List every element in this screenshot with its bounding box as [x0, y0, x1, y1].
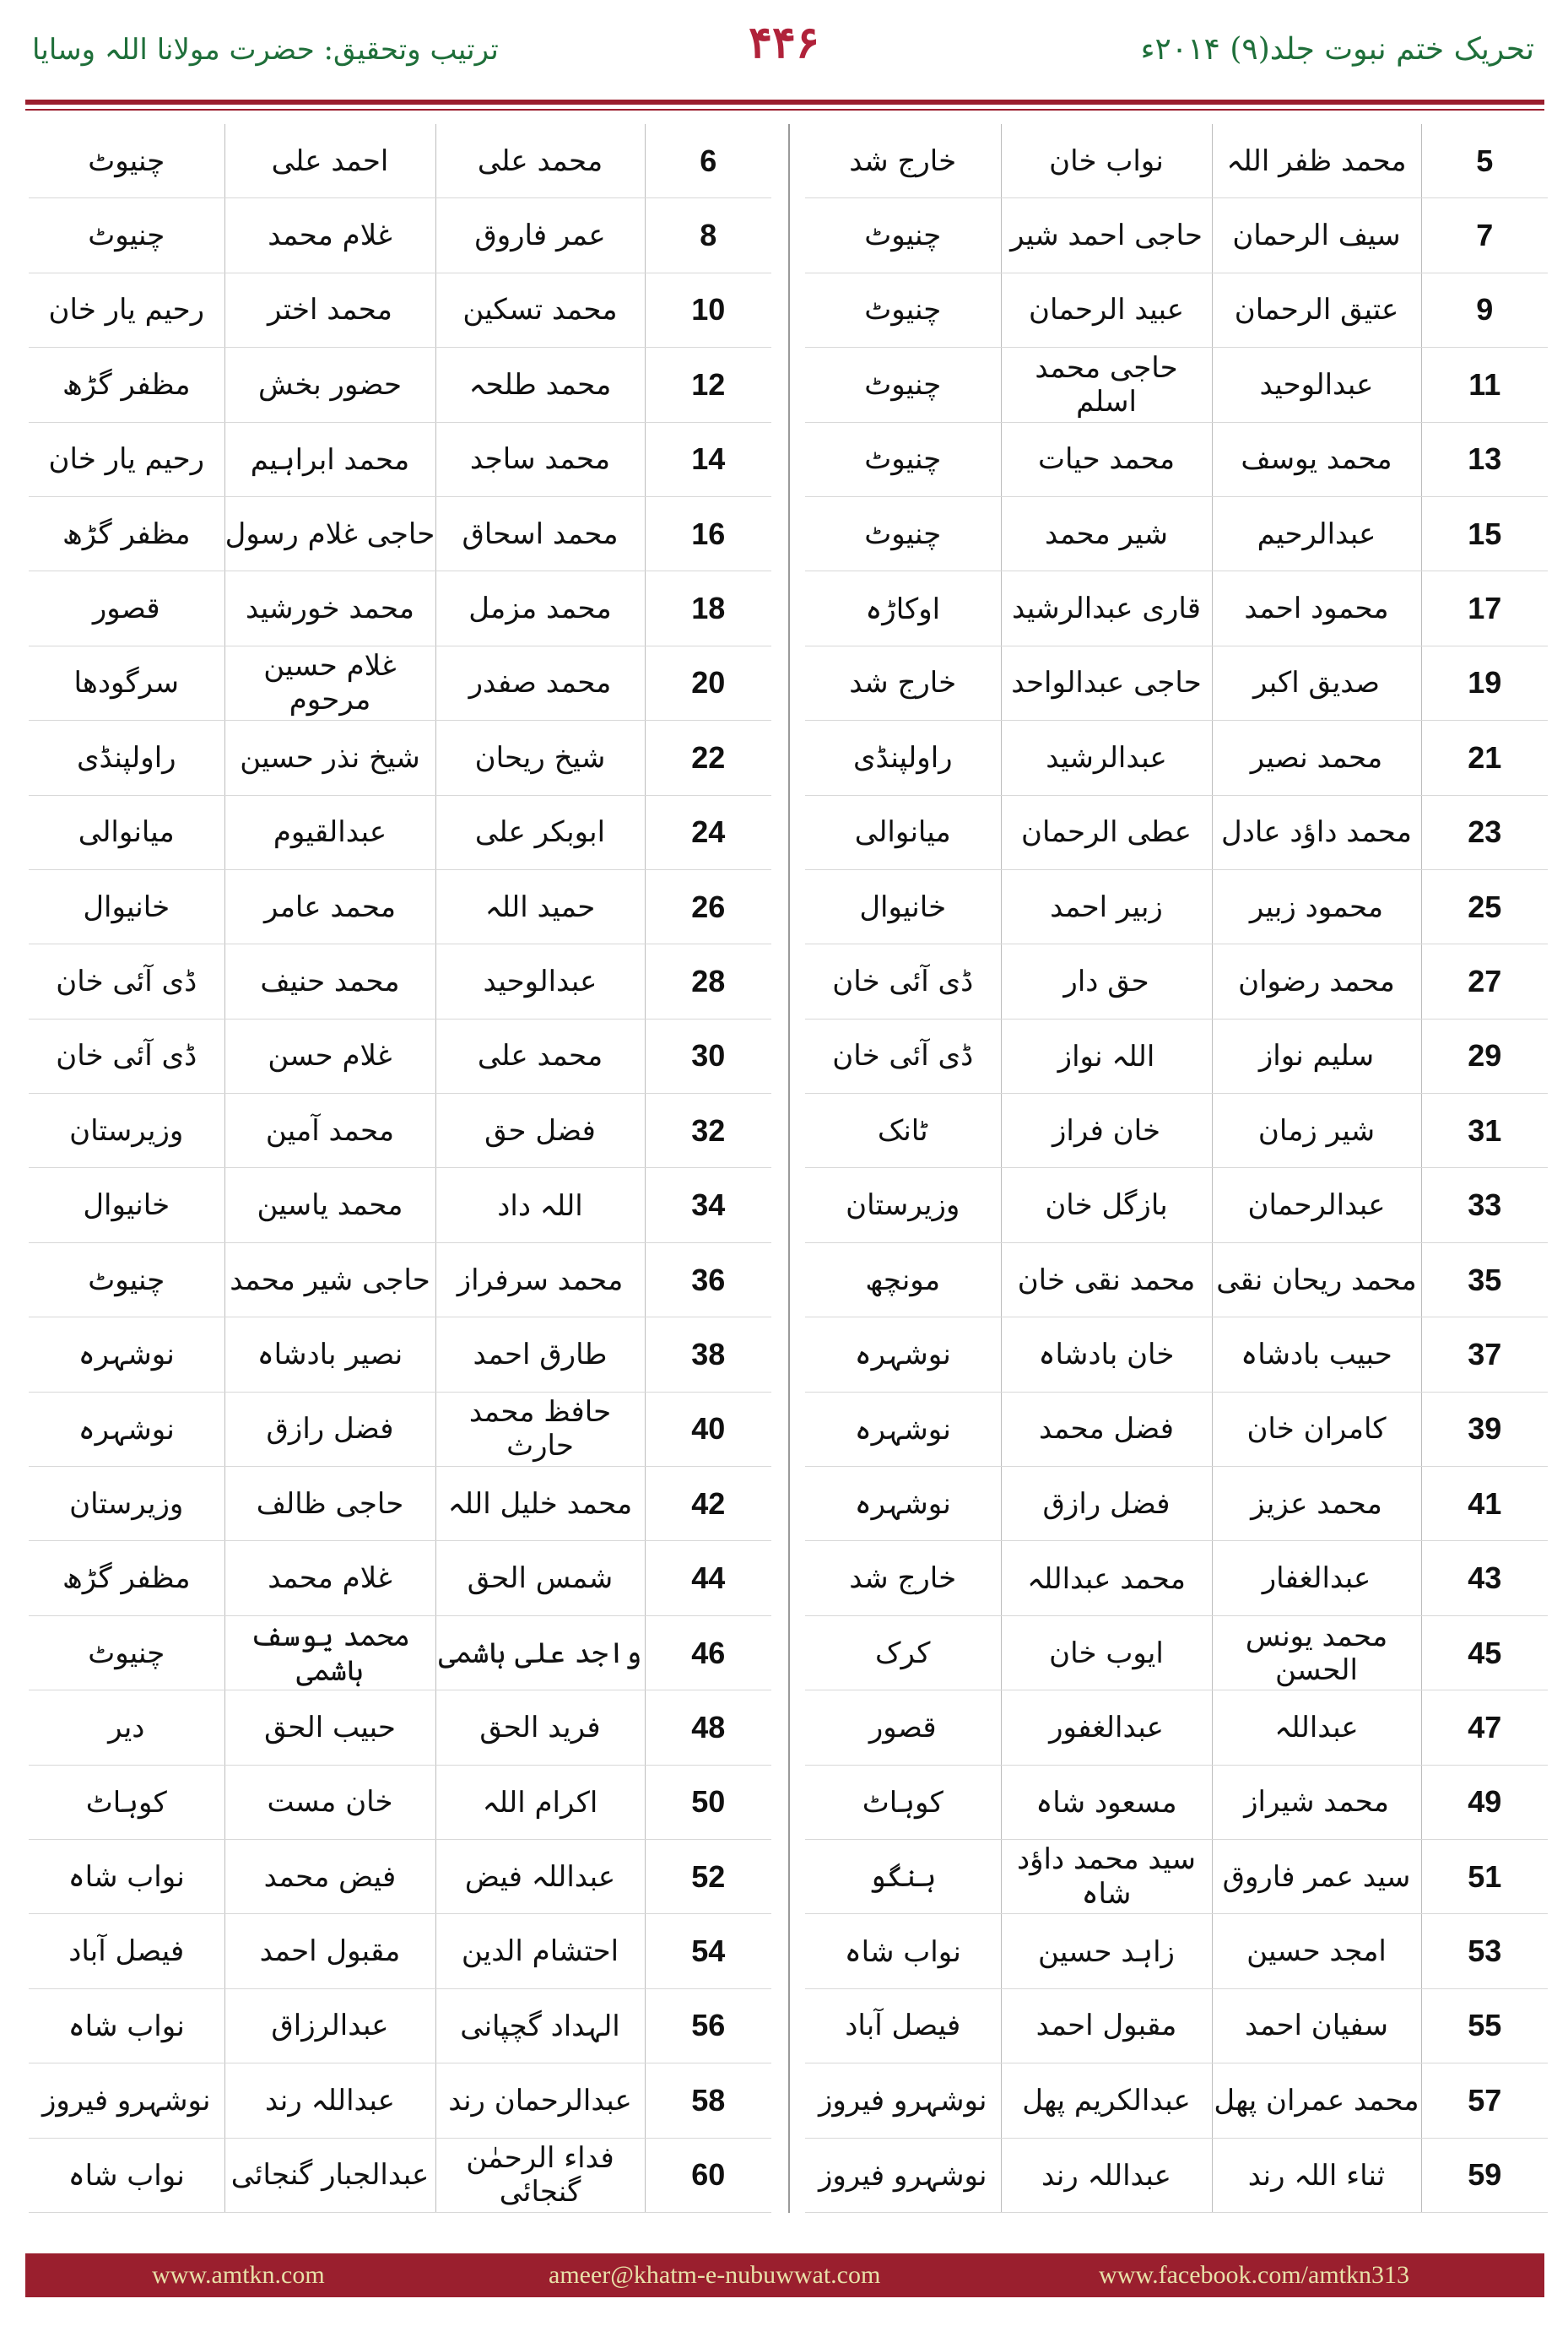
serial-number-cell: 16 — [645, 496, 771, 571]
father-name-cell: عبدالغفور — [1001, 1690, 1212, 1765]
name-cell: واجد علی ہاشمی — [435, 1615, 645, 1690]
table-row — [805, 1541, 1548, 1615]
table-row — [805, 1690, 1548, 1765]
place-cell: رحیم یار خان — [29, 273, 224, 347]
place-cell: نوشہرہ — [29, 1317, 224, 1392]
name-cell: محمد سرفراز — [435, 1242, 645, 1317]
serial-number-cell: 24 — [645, 795, 771, 869]
serial-number-cell: 34 — [645, 1168, 771, 1242]
father-name-cell: حاجی ظالف — [224, 1467, 435, 1541]
name-cell: عتیق الرحمان — [1212, 273, 1421, 347]
father-name-cell: حاجی عبدالواحد — [1001, 646, 1212, 720]
father-name-cell: نواب خان — [1001, 124, 1212, 198]
table-row — [29, 2138, 771, 2212]
father-name-cell: محمد حیات — [1001, 422, 1212, 496]
place-cell: فیصل آباد — [29, 1914, 224, 1988]
serial-number-cell: 15 — [1421, 496, 1548, 571]
table-row — [29, 869, 771, 944]
header-rule-thick — [25, 100, 1544, 105]
serial-number-cell: 45 — [1421, 1615, 1548, 1690]
table-row — [805, 198, 1548, 273]
serial-number-cell: 13 — [1421, 422, 1548, 496]
table-row — [29, 1615, 771, 1690]
place-cell: مظفر گڑھ — [29, 496, 224, 571]
serial-number-cell: 52 — [645, 1839, 771, 1913]
table-row — [805, 273, 1548, 347]
name-cell: عبدالغفار — [1212, 1541, 1421, 1615]
father-name-cell: عبدالکریم پھل — [1001, 2063, 1212, 2138]
father-name-cell: اللہ نواز — [1001, 1019, 1212, 1093]
father-name-cell: ایوب خان — [1001, 1615, 1212, 1690]
name-cell: عمر فاروق — [435, 198, 645, 273]
father-name-cell: حاجی غلام رسول — [224, 496, 435, 571]
serial-number-cell: 37 — [1421, 1317, 1548, 1392]
serial-number-cell: 38 — [645, 1317, 771, 1392]
place-cell: نوشہرو فیروز — [805, 2063, 1001, 2138]
place-cell: نوشہرو فیروز — [805, 2138, 1001, 2212]
table-row — [805, 1615, 1548, 1690]
father-name-cell: غلام محمد — [224, 198, 435, 273]
place-cell: ڈی آئی خان — [29, 944, 224, 1019]
name-cell: محمد خلیل اللہ — [435, 1467, 645, 1541]
name-cell: محمد ساجد — [435, 422, 645, 496]
father-name-cell: محمد نقی خان — [1001, 1242, 1212, 1317]
place-cell: ٹانک — [805, 1094, 1001, 1168]
name-cell: محمد نصیر — [1212, 721, 1421, 795]
place-cell: ڈی آئی خان — [805, 1019, 1001, 1093]
email-link[interactable]: ameer@khatm-e-nubuwwat.com — [549, 2261, 881, 2289]
place-cell: چنیوٹ — [29, 1242, 224, 1317]
serial-number-cell: 60 — [645, 2138, 771, 2212]
place-cell: چنیوٹ — [805, 496, 1001, 571]
place-cell: چنیوٹ — [805, 348, 1001, 422]
father-name-cell: قاری عبدالرشید — [1001, 571, 1212, 646]
place-cell: خانیوال — [29, 869, 224, 944]
table-row — [29, 1988, 771, 2063]
father-name-cell: عبداللہ رند — [224, 2063, 435, 2138]
table-row — [805, 2138, 1548, 2212]
name-cell: محمود احمد — [1212, 571, 1421, 646]
place-cell: قصور — [805, 1690, 1001, 1765]
serial-number-cell: 22 — [645, 721, 771, 795]
name-cell: فداء الرحمٰن گنجائی — [435, 2138, 645, 2212]
place-cell: اوکاڑہ — [805, 571, 1001, 646]
place-cell: خانیوال — [29, 1168, 224, 1242]
serial-number-cell: 39 — [1421, 1392, 1548, 1466]
left-table — [29, 124, 771, 2213]
serial-number-cell: 47 — [1421, 1690, 1548, 1765]
place-cell: نواب شاہ — [805, 1914, 1001, 1988]
place-cell: خارج شد — [805, 646, 1001, 720]
place-cell: میانوالی — [29, 795, 224, 869]
name-cell: اللہ داد — [435, 1168, 645, 1242]
father-name-cell: عبدالرشید — [1001, 721, 1212, 795]
place-cell: مظفر گڑھ — [29, 348, 224, 422]
father-name-cell: عبدالرزاق — [224, 1988, 435, 2063]
table-row — [805, 646, 1548, 720]
father-name-cell: حق دار — [1001, 944, 1212, 1019]
father-name-cell: خان مست — [224, 1765, 435, 1839]
name-cell: ابوبکر علی — [435, 795, 645, 869]
place-cell: خارج شد — [805, 1541, 1001, 1615]
serial-number-cell: 58 — [645, 2063, 771, 2138]
place-cell: کرک — [805, 1615, 1001, 1690]
table-row — [805, 721, 1548, 795]
father-name-cell: محمد حنیف — [224, 944, 435, 1019]
place-cell: چنیوٹ — [29, 124, 224, 198]
father-name-cell: محمد اختر — [224, 273, 435, 347]
serial-number-cell: 23 — [1421, 795, 1548, 869]
table-row — [29, 571, 771, 646]
place-cell: نوشہرہ — [805, 1467, 1001, 1541]
table-row — [805, 1914, 1548, 1988]
name-cell: محمد ظفر اللہ — [1212, 124, 1421, 198]
serial-number-cell: 49 — [1421, 1765, 1548, 1839]
table-row — [29, 1392, 771, 1466]
facebook-link[interactable]: www.facebook.com/amtkn313 — [1099, 2261, 1409, 2289]
name-cell: حمید اللہ — [435, 869, 645, 944]
table-row — [29, 646, 771, 720]
name-cell: محمد طلحہ — [435, 348, 645, 422]
serial-number-cell: 46 — [645, 1615, 771, 1690]
table-row — [29, 795, 771, 869]
serial-number-cell: 11 — [1421, 348, 1548, 422]
place-cell: چنیوٹ — [29, 198, 224, 273]
name-cell: اکرام اللہ — [435, 1765, 645, 1839]
page-number: ۴۴۶ — [749, 17, 819, 68]
place-cell: نواب شاہ — [29, 1988, 224, 2063]
serial-number-cell: 32 — [645, 1094, 771, 1168]
serial-number-cell: 20 — [645, 646, 771, 720]
name-cell: محمد عزیز — [1212, 1467, 1421, 1541]
serial-number-cell: 14 — [645, 422, 771, 496]
place-cell: نوشہرہ — [29, 1392, 224, 1466]
serial-number-cell: 44 — [645, 1541, 771, 1615]
father-name-cell: حبیب الحق — [224, 1690, 435, 1765]
place-cell: کوہاٹ — [805, 1765, 1001, 1839]
name-cell: محمد یونس الحسن — [1212, 1615, 1421, 1690]
table-row — [805, 422, 1548, 496]
name-cell: عبدالوحید — [435, 944, 645, 1019]
table-row — [29, 1690, 771, 1765]
father-name-cell: خان بادشاہ — [1001, 1317, 1212, 1392]
name-cell: محمود زبیر — [1212, 869, 1421, 944]
table-row — [805, 1317, 1548, 1392]
table-row — [29, 198, 771, 273]
name-cell: محمد عمران پھل — [1212, 2063, 1421, 2138]
place-cell: نوشہرہ — [805, 1317, 1001, 1392]
name-cell: احتشام الدین — [435, 1914, 645, 1988]
father-name-cell: فیض محمد — [224, 1839, 435, 1913]
father-name-cell: شیر محمد — [1001, 496, 1212, 571]
table-row — [805, 571, 1548, 646]
serial-number-cell: 36 — [645, 1242, 771, 1317]
serial-number-cell: 59 — [1421, 2138, 1548, 2212]
place-cell: چنیوٹ — [29, 1615, 224, 1690]
father-name-cell: حاجی محمد اسلم — [1001, 348, 1212, 422]
father-name-cell: محمد یاسین — [224, 1168, 435, 1242]
father-name-cell: زاہد حسین — [1001, 1914, 1212, 1988]
place-cell: نواب شاہ — [29, 2138, 224, 2212]
father-name-cell: حضور بخش — [224, 348, 435, 422]
father-name-cell: عبداللہ رند — [1001, 2138, 1212, 2212]
page-footer — [25, 2253, 1544, 2297]
table-row — [29, 2063, 771, 2138]
book-title: تحریک ختم نبوت جلد(۹) ۲۰۱۴ء — [1140, 32, 1534, 67]
serial-number-cell: 53 — [1421, 1914, 1548, 1988]
name-cell: عبدالوحید — [1212, 348, 1421, 422]
father-name-cell: غلام حسین مرحوم — [224, 646, 435, 720]
serial-number-cell: 7 — [1421, 198, 1548, 273]
father-name-cell: عطی الرحمان — [1001, 795, 1212, 869]
name-cell: کامران خان — [1212, 1392, 1421, 1466]
serial-number-cell: 42 — [645, 1467, 771, 1541]
name-cell: سید عمر فاروق — [1212, 1839, 1421, 1913]
father-name-cell: محمد خورشید — [224, 571, 435, 646]
table-row — [29, 496, 771, 571]
table-row — [805, 1019, 1548, 1093]
serial-number-cell: 51 — [1421, 1839, 1548, 1913]
place-cell: میانوالی — [805, 795, 1001, 869]
serial-number-cell: 27 — [1421, 944, 1548, 1019]
serial-number-cell: 26 — [645, 869, 771, 944]
serial-number-cell: 55 — [1421, 1988, 1548, 2063]
name-cell: شمس الحق — [435, 1541, 645, 1615]
column-divider — [788, 124, 790, 2213]
table-row — [29, 1317, 771, 1392]
serial-number-cell: 29 — [1421, 1019, 1548, 1093]
serial-number-cell: 19 — [1421, 646, 1548, 720]
father-name-cell: عبدالجبار گنجائی — [224, 2138, 435, 2212]
name-cell: امجد حسین — [1212, 1914, 1421, 1988]
compiler-credit: ترتیب وتحقیق: حضرت مولانا اللہ وسایا — [32, 33, 499, 67]
father-name-cell: محمد ابراہیم — [224, 422, 435, 496]
table-row — [29, 124, 771, 198]
serial-number-cell: 25 — [1421, 869, 1548, 944]
place-cell: سرگودھا — [29, 646, 224, 720]
table-row — [29, 422, 771, 496]
table-row — [805, 1839, 1548, 1913]
father-name-cell: احمد علی — [224, 124, 435, 198]
name-cell: محمد صفدر — [435, 646, 645, 720]
place-cell: قصور — [29, 571, 224, 646]
father-name-cell: سید محمد داؤد شاہ — [1001, 1839, 1212, 1913]
table-row — [29, 1541, 771, 1615]
place-cell: چنیوٹ — [805, 198, 1001, 273]
table-row — [805, 869, 1548, 944]
table-row — [29, 721, 771, 795]
table-row — [805, 496, 1548, 571]
place-cell: وزیرستان — [29, 1467, 224, 1541]
table-row — [29, 348, 771, 422]
table-row — [805, 795, 1548, 869]
serial-number-cell: 35 — [1421, 1242, 1548, 1317]
website-link[interactable]: www.amtkn.com — [152, 2261, 325, 2289]
name-cell: حبیب بادشاہ — [1212, 1317, 1421, 1392]
place-cell: مظفر گڑھ — [29, 1541, 224, 1615]
serial-number-cell: 12 — [645, 348, 771, 422]
names-list — [29, 124, 1548, 2213]
name-cell: محمد یوسف — [1212, 422, 1421, 496]
father-name-cell: غلام حسن — [224, 1019, 435, 1093]
serial-number-cell: 6 — [645, 124, 771, 198]
place-cell: وزیرستان — [805, 1168, 1001, 1242]
father-name-cell: نصیر بادشاہ — [224, 1317, 435, 1392]
table-row — [805, 1168, 1548, 1242]
table-row — [805, 348, 1548, 422]
name-cell: الہداد گچپانی — [435, 1988, 645, 2063]
father-name-cell: محمد عبداللہ — [1001, 1541, 1212, 1615]
name-cell: محمد ریحان نقی — [1212, 1242, 1421, 1317]
place-cell: خارج شد — [805, 124, 1001, 198]
father-name-cell: مقبول احمد — [224, 1914, 435, 1988]
place-cell: رحیم یار خان — [29, 422, 224, 496]
serial-number-cell: 57 — [1421, 2063, 1548, 2138]
father-name-cell: زبیر احمد — [1001, 869, 1212, 944]
place-cell: نواب شاہ — [29, 1839, 224, 1913]
name-cell: سلیم نواز — [1212, 1019, 1421, 1093]
header-rule-thin — [25, 109, 1544, 111]
serial-number-cell: 31 — [1421, 1094, 1548, 1168]
table-row — [29, 1019, 771, 1093]
table-row — [29, 1467, 771, 1541]
place-cell: ڈی آئی خان — [29, 1019, 224, 1093]
name-cell: عبدالرحمان رند — [435, 2063, 645, 2138]
name-cell: محمد تسکین — [435, 273, 645, 347]
place-cell: فیصل آباد — [805, 1988, 1001, 2063]
name-cell: عبداللہ — [1212, 1690, 1421, 1765]
table-row — [805, 1988, 1548, 2063]
table-row — [29, 1242, 771, 1317]
father-name-cell: محمد آمین — [224, 1094, 435, 1168]
name-cell: محمد مزمل — [435, 571, 645, 646]
table-row — [29, 1839, 771, 1913]
place-cell: راولپنڈی — [29, 721, 224, 795]
page-header — [0, 0, 1568, 101]
serial-number-cell: 43 — [1421, 1541, 1548, 1615]
serial-number-cell: 56 — [645, 1988, 771, 2063]
name-cell: محمد رضوان — [1212, 944, 1421, 1019]
table-row — [29, 1765, 771, 1839]
table-row — [805, 1242, 1548, 1317]
serial-number-cell: 9 — [1421, 273, 1548, 347]
father-name-cell: حاجی شیر محمد — [224, 1242, 435, 1317]
place-cell: ڈی آئی خان — [805, 944, 1001, 1019]
name-cell: شیخ ریحان — [435, 721, 645, 795]
name-cell: محمد داؤد عادل — [1212, 795, 1421, 869]
place-cell: کوہاٹ — [29, 1765, 224, 1839]
father-name-cell: عبید الرحمان — [1001, 273, 1212, 347]
father-name-cell: غلام محمد — [224, 1541, 435, 1615]
serial-number-cell: 17 — [1421, 571, 1548, 646]
table-row — [805, 1467, 1548, 1541]
name-cell: ثناء اللہ رند — [1212, 2138, 1421, 2212]
serial-number-cell: 21 — [1421, 721, 1548, 795]
serial-number-cell: 48 — [645, 1690, 771, 1765]
serial-number-cell: 30 — [645, 1019, 771, 1093]
father-name-cell: فضل رازق — [224, 1392, 435, 1466]
table-row — [805, 1765, 1548, 1839]
place-cell: مونچھ — [805, 1242, 1001, 1317]
father-name-cell: مقبول احمد — [1001, 1988, 1212, 2063]
serial-number-cell: 8 — [645, 198, 771, 273]
name-cell: محمد شیراز — [1212, 1765, 1421, 1839]
table-row — [805, 2063, 1548, 2138]
place-cell: نوشہرو فیروز — [29, 2063, 224, 2138]
serial-number-cell: 54 — [645, 1914, 771, 1988]
name-cell: سیف الرحمان — [1212, 198, 1421, 273]
place-cell: چنیوٹ — [805, 422, 1001, 496]
place-cell: وزیرستان — [29, 1094, 224, 1168]
table-row — [29, 273, 771, 347]
serial-number-cell: 18 — [645, 571, 771, 646]
name-cell: عبدالرحیم — [1212, 496, 1421, 571]
father-name-cell: بازگل خان — [1001, 1168, 1212, 1242]
table-row — [29, 1168, 771, 1242]
name-cell: حافظ محمد حارث — [435, 1392, 645, 1466]
table-row — [29, 1094, 771, 1168]
place-cell: چنیوٹ — [805, 273, 1001, 347]
father-name-cell: محمد عامر — [224, 869, 435, 944]
name-cell: طارق احمد — [435, 1317, 645, 1392]
father-name-cell: مسعود شاہ — [1001, 1765, 1212, 1839]
name-cell: محمد علی — [435, 1019, 645, 1093]
father-name-cell: فضل محمد — [1001, 1392, 1212, 1466]
table-row — [805, 1094, 1548, 1168]
place-cell: ہنگو — [805, 1839, 1001, 1913]
father-name-cell: حاجی احمد شیر — [1001, 198, 1212, 273]
father-name-cell: عبدالقیوم — [224, 795, 435, 869]
name-cell: شیر زمان — [1212, 1094, 1421, 1168]
right-table — [805, 124, 1548, 2213]
table-row — [29, 944, 771, 1019]
father-name-cell: شیخ نذر حسین — [224, 721, 435, 795]
name-cell: محمد اسحاق — [435, 496, 645, 571]
father-name-cell: فضل رازق — [1001, 1467, 1212, 1541]
name-cell: فرید الحق — [435, 1690, 645, 1765]
serial-number-cell: 41 — [1421, 1467, 1548, 1541]
name-cell: صدیق اکبر — [1212, 646, 1421, 720]
name-cell: عبدالرحمان — [1212, 1168, 1421, 1242]
table-row — [805, 124, 1548, 198]
table-row — [805, 1392, 1548, 1466]
place-cell: راولپنڈی — [805, 721, 1001, 795]
serial-number-cell: 33 — [1421, 1168, 1548, 1242]
table-row — [805, 944, 1548, 1019]
table-row — [29, 1914, 771, 1988]
serial-number-cell: 50 — [645, 1765, 771, 1839]
name-cell: محمد علی — [435, 124, 645, 198]
place-cell: دیر — [29, 1690, 224, 1765]
place-cell: نوشہرہ — [805, 1392, 1001, 1466]
father-name-cell: محمد یوسف ہاشمی — [224, 1615, 435, 1690]
serial-number-cell: 28 — [645, 944, 771, 1019]
name-cell: فضل حق — [435, 1094, 645, 1168]
serial-number-cell: 40 — [645, 1392, 771, 1466]
name-cell: سفیان احمد — [1212, 1988, 1421, 2063]
father-name-cell: خان فراز — [1001, 1094, 1212, 1168]
name-cell: عبداللہ فیض — [435, 1839, 645, 1913]
serial-number-cell: 10 — [645, 273, 771, 347]
place-cell: خانیوال — [805, 869, 1001, 944]
serial-number-cell: 5 — [1421, 124, 1548, 198]
